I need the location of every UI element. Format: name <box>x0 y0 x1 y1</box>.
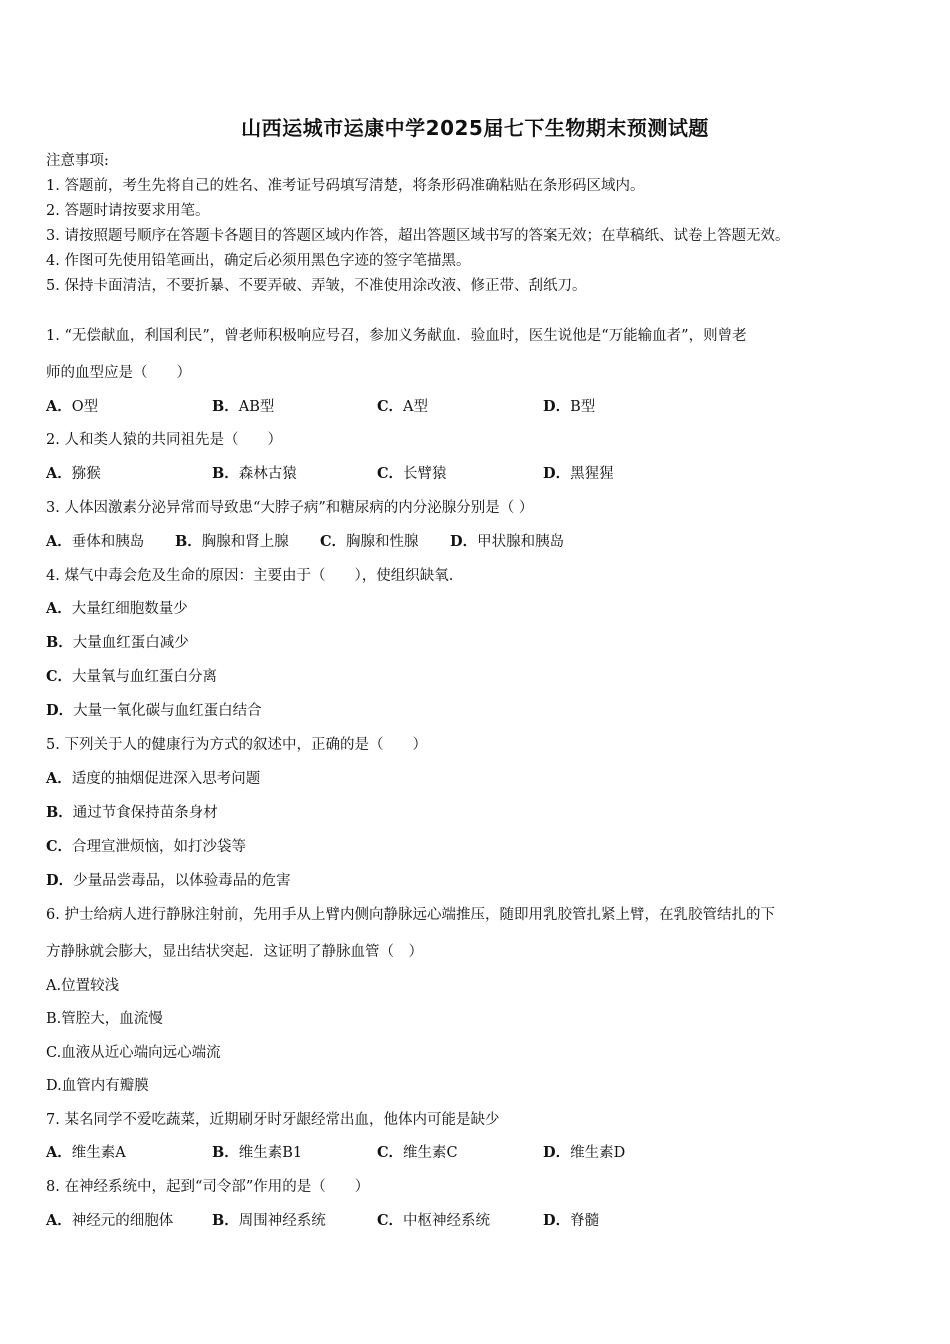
notice-item: 5. 保持卡面清洁，不要折暴、不要弄破、弄皱，不准使用涂改液、修正带、刮纸刀。 <box>46 278 587 294</box>
question-2-option-d: D．黑猩猩 <box>543 465 614 482</box>
question-6-option-c: C.血液从近心端向远心端流 <box>46 1045 221 1061</box>
question-4-option-c: C．大量氧与血红蛋白分离 <box>46 668 218 685</box>
question-2-stem: 2. 人和类人猿的共同祖先是（ ） <box>46 432 282 448</box>
question-8-option-b: B．周围神经系统 <box>212 1212 326 1229</box>
question-5-option-a: A．适度的抽烟促进深入思考问题 <box>46 770 261 787</box>
question-2-option-b: B．森林古猿 <box>212 465 297 482</box>
question-1-option-a: A．O型 <box>46 398 99 415</box>
question-5-option-c: C．合理宣泄烦恼，如打沙袋等 <box>46 838 247 855</box>
question-3-option-a: A．垂体和胰岛 <box>46 533 145 550</box>
question-6-stem: 6. 护士给病人进行静脉注射前，先用手从上臂内侧向静脉远心端推压，随即用乳胶管扎紧上臂，在乳胶管结扎的下 <box>46 907 775 923</box>
question-8-option-c: C．中枢神经系统 <box>377 1212 491 1229</box>
question-3-option-d: D．甲状腺和胰岛 <box>450 533 565 550</box>
question-3-option-b: B．胸腺和肾上腺 <box>175 533 289 550</box>
question-4-option-d: D．大量一氧化碳与血红蛋白结合 <box>46 702 262 719</box>
question-5-option-d: D．少量品尝毒品，以体验毒品的危害 <box>46 872 291 889</box>
question-8-stem: 8. 在神经系统中，起到“司令部”作用的是（ ） <box>46 1179 370 1195</box>
question-7-option-b: B．维生素B1 <box>212 1144 303 1161</box>
question-7-option-d: D．维生素D <box>543 1144 626 1161</box>
question-3-option-c: C．胸腺和性腺 <box>320 533 419 550</box>
question-6-option-d: D.血管内有瓣膜 <box>46 1078 149 1094</box>
question-4-option-a: A．大量红细胞数量少 <box>46 600 188 617</box>
question-7-option-a: A．维生素A <box>46 1144 126 1161</box>
question-3-stem: 3. 人体因激素分泌异常而导致患“大脖子病”和糖尿病的内分泌腺分别是（ ） <box>46 500 534 516</box>
question-8-option-a: A．神经元的细胞体 <box>46 1212 174 1229</box>
question-1-option-b: B．AB型 <box>212 398 275 415</box>
question-1-option-c: C．A型 <box>377 398 429 415</box>
question-1-option-d: D．B型 <box>543 398 596 415</box>
question-4-stem: 4. 煤气中毒会危及生命的原因：主要由于（ ），使组织缺氧. <box>46 568 454 584</box>
question-5-stem: 5. 下列关于人的健康行为方式的叙述中，正确的是（ ） <box>46 737 427 753</box>
question-6-option-a: A.位置较浅 <box>46 978 120 994</box>
question-1-stem-cont: 师的血型应是（ ） <box>46 365 191 381</box>
notice-item: 1. 答题前，考生先将自己的姓名、准考证号码填写清楚，将条形码准确粘贴在条形码区域内。 <box>46 178 645 194</box>
question-7-stem: 7. 某名同学不爱吃蔬菜，近期刷牙时牙龈经常出血，他体内可能是缺少 <box>46 1112 500 1128</box>
notice-item: 3. 请按照题号顺序在答题卡各题目的答题区域内作答，超出答题区域书写的答案无效；在草稿纸、试卷上答题无效。 <box>46 228 790 244</box>
question-6-stem-cont: 方静脉就会膨大，显出结状突起．这证明了静脉血管（ ） <box>46 944 423 960</box>
question-6-option-b: B.管腔大，血流慢 <box>46 1011 163 1027</box>
question-8-option-d: D．脊髓 <box>543 1212 600 1229</box>
question-7-option-c: C．维生素C <box>377 1144 458 1161</box>
notice-item: 2. 答题时请按要求用笔。 <box>46 203 210 219</box>
question-2-option-a: A．猕猴 <box>46 465 101 482</box>
question-5-option-b: B．通过节食保持苗条身材 <box>46 804 218 821</box>
notice-heading: 注意事项: <box>46 153 109 169</box>
question-2-option-c: C．长臂猿 <box>377 465 447 482</box>
notice-item: 4. 作图可先使用铅笔画出，确定后必须用黑色字迹的签字笔描黑。 <box>46 253 471 269</box>
question-1-stem: 1. “无偿献血，利国利民”，曾老师积极响应号召，参加义务献血．验血时，医生说他是“万能输血者”，则曾老 <box>46 328 747 344</box>
question-4-option-b: B．大量血红蛋白减少 <box>46 634 189 651</box>
exam-title: 山西运城市运康中学2025届七下生物期末预测试题 <box>241 116 709 140</box>
